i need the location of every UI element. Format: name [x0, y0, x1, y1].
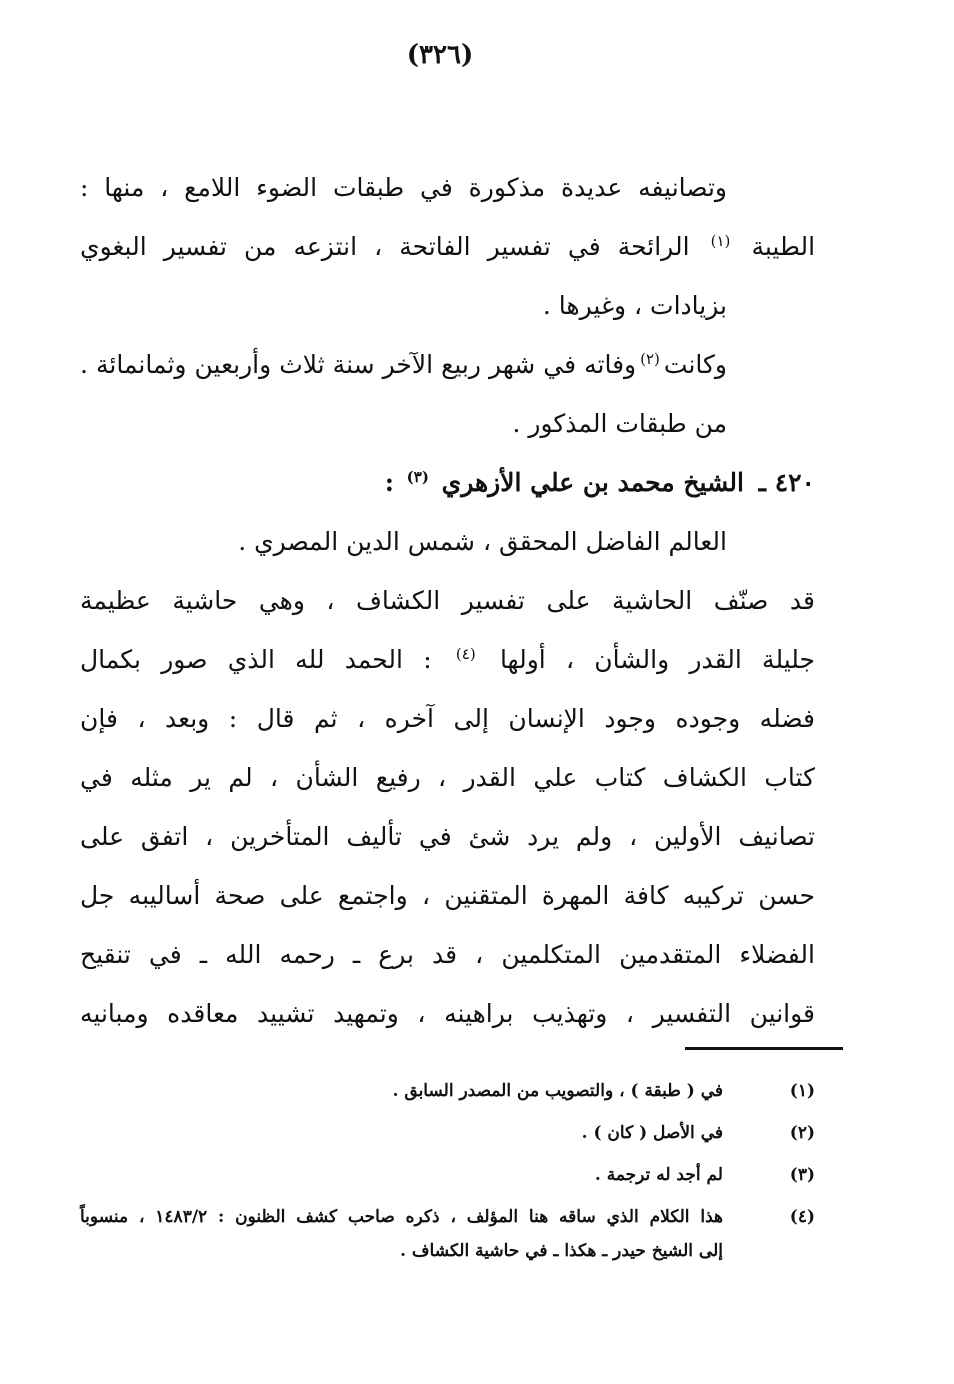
text-fragment: الطيبة [751, 232, 816, 261]
footnote-3 [80, 1158, 815, 1192]
text-line-12: تصانيف الأولين ، ولم يرد شئ في تأليف المتأخرين ، اتفق على [80, 822, 815, 851]
footnote-line: هذا الكلام الذي ساقه هنا المؤلف ، ذكره صاحب كشف الظنون : ١٤٨٣/٢ ، منسوباً [80, 1207, 723, 1227]
footnote-ref-3: (٣) [406, 467, 429, 486]
footnote-2 [80, 1116, 815, 1150]
text-fragment: جليلة القدر والشأن ، أولها [499, 645, 816, 674]
footnote-text [80, 1074, 723, 1108]
text-line-8: قد صنّف الحاشية على تفسير الكشاف ، وهي حاشية عظيمة [80, 586, 815, 615]
footnote-number: (٤) [789, 1207, 815, 1227]
footnote-number: (٣) [789, 1165, 815, 1185]
text-line-15: قوانين التفسير ، وتهذيب براهينه ، وتمهيد تشييد معاقده ومبانيه [80, 999, 815, 1028]
text-line-14: الفضلاء المتقدمين المتكلمين ، قد برع ـ رحمه الله ـ في تنقيح [80, 940, 815, 969]
text-line-13: حسن تركيبه كافة المهرة المتقنين ، واجتمع على صحة أساليبه جل [80, 881, 815, 910]
text-line-1: وتصانيفه عديدة مذكورة في طبقات الضوء اللامع ، منها : [80, 173, 727, 202]
page-number: (٣٢٦) [406, 40, 474, 70]
text-line-5: من طبقات المذكور . [512, 409, 727, 438]
text-line-7: العالم الفاضل المحقق ، شمس الدين المصري . [238, 527, 727, 556]
text-line-10: فضله وجوده وجود الإنسان إلى آخره ، ثم قال : وبعد ، فإن [80, 704, 815, 733]
footnote-text [80, 1200, 723, 1268]
entry-number: ٤٢٠ ـ [758, 468, 815, 497]
footnote-number: (١) [789, 1081, 815, 1101]
text-fragment: وكانت [663, 350, 727, 379]
footnote-ref-2: (٢) [640, 349, 660, 368]
footnote-line: في الأصل ( كان ) . [581, 1123, 723, 1143]
footnote-line: لم أجد له ترجمة . [594, 1165, 723, 1185]
text-fragment: الرائحة في تفسير الفاتحة ، انتزعه من تفسير البغوي [80, 232, 690, 261]
entry-name: الشيخ محمد بن علي الأزهري [441, 468, 744, 497]
text-line-2 [80, 217, 815, 276]
entry-heading [80, 453, 815, 512]
footnote-text [80, 1116, 723, 1150]
footnote-1 [80, 1074, 815, 1108]
footnote-line: في ( طبقة ) ، والتصويب من المصدر السابق . [392, 1081, 723, 1101]
footnote-number: (٢) [789, 1123, 815, 1143]
body-text [80, 158, 815, 1043]
text-line-11: كتاب الكشاف كتاب علي القدر ، رفيع الشأن ، لم ير مثله في [80, 763, 815, 792]
footnote-line: إلى الشيخ حيدر ـ هكذا ـ في حاشية الكشاف . [400, 1241, 723, 1261]
footnote-4 [80, 1200, 815, 1268]
text-fragment: : الحمد لله الذي صور بكمال [80, 645, 432, 674]
footnote-ref-4: (٤) [455, 644, 476, 663]
footnote-text [80, 1158, 723, 1192]
footnotes [80, 1074, 815, 1276]
footnote-ref-1: (١) [710, 231, 731, 250]
text-line-4 [80, 335, 815, 394]
text-fragment: وفاته في شهر ربيع الآخر سنة ثلاث وأربعين وثمانمائة . [80, 350, 637, 379]
text-line-9 [80, 630, 815, 689]
text-line-3: بزيادات ، وغيرها . [542, 291, 727, 320]
text-fragment: : [384, 468, 394, 497]
footnote-separator [685, 1047, 843, 1050]
